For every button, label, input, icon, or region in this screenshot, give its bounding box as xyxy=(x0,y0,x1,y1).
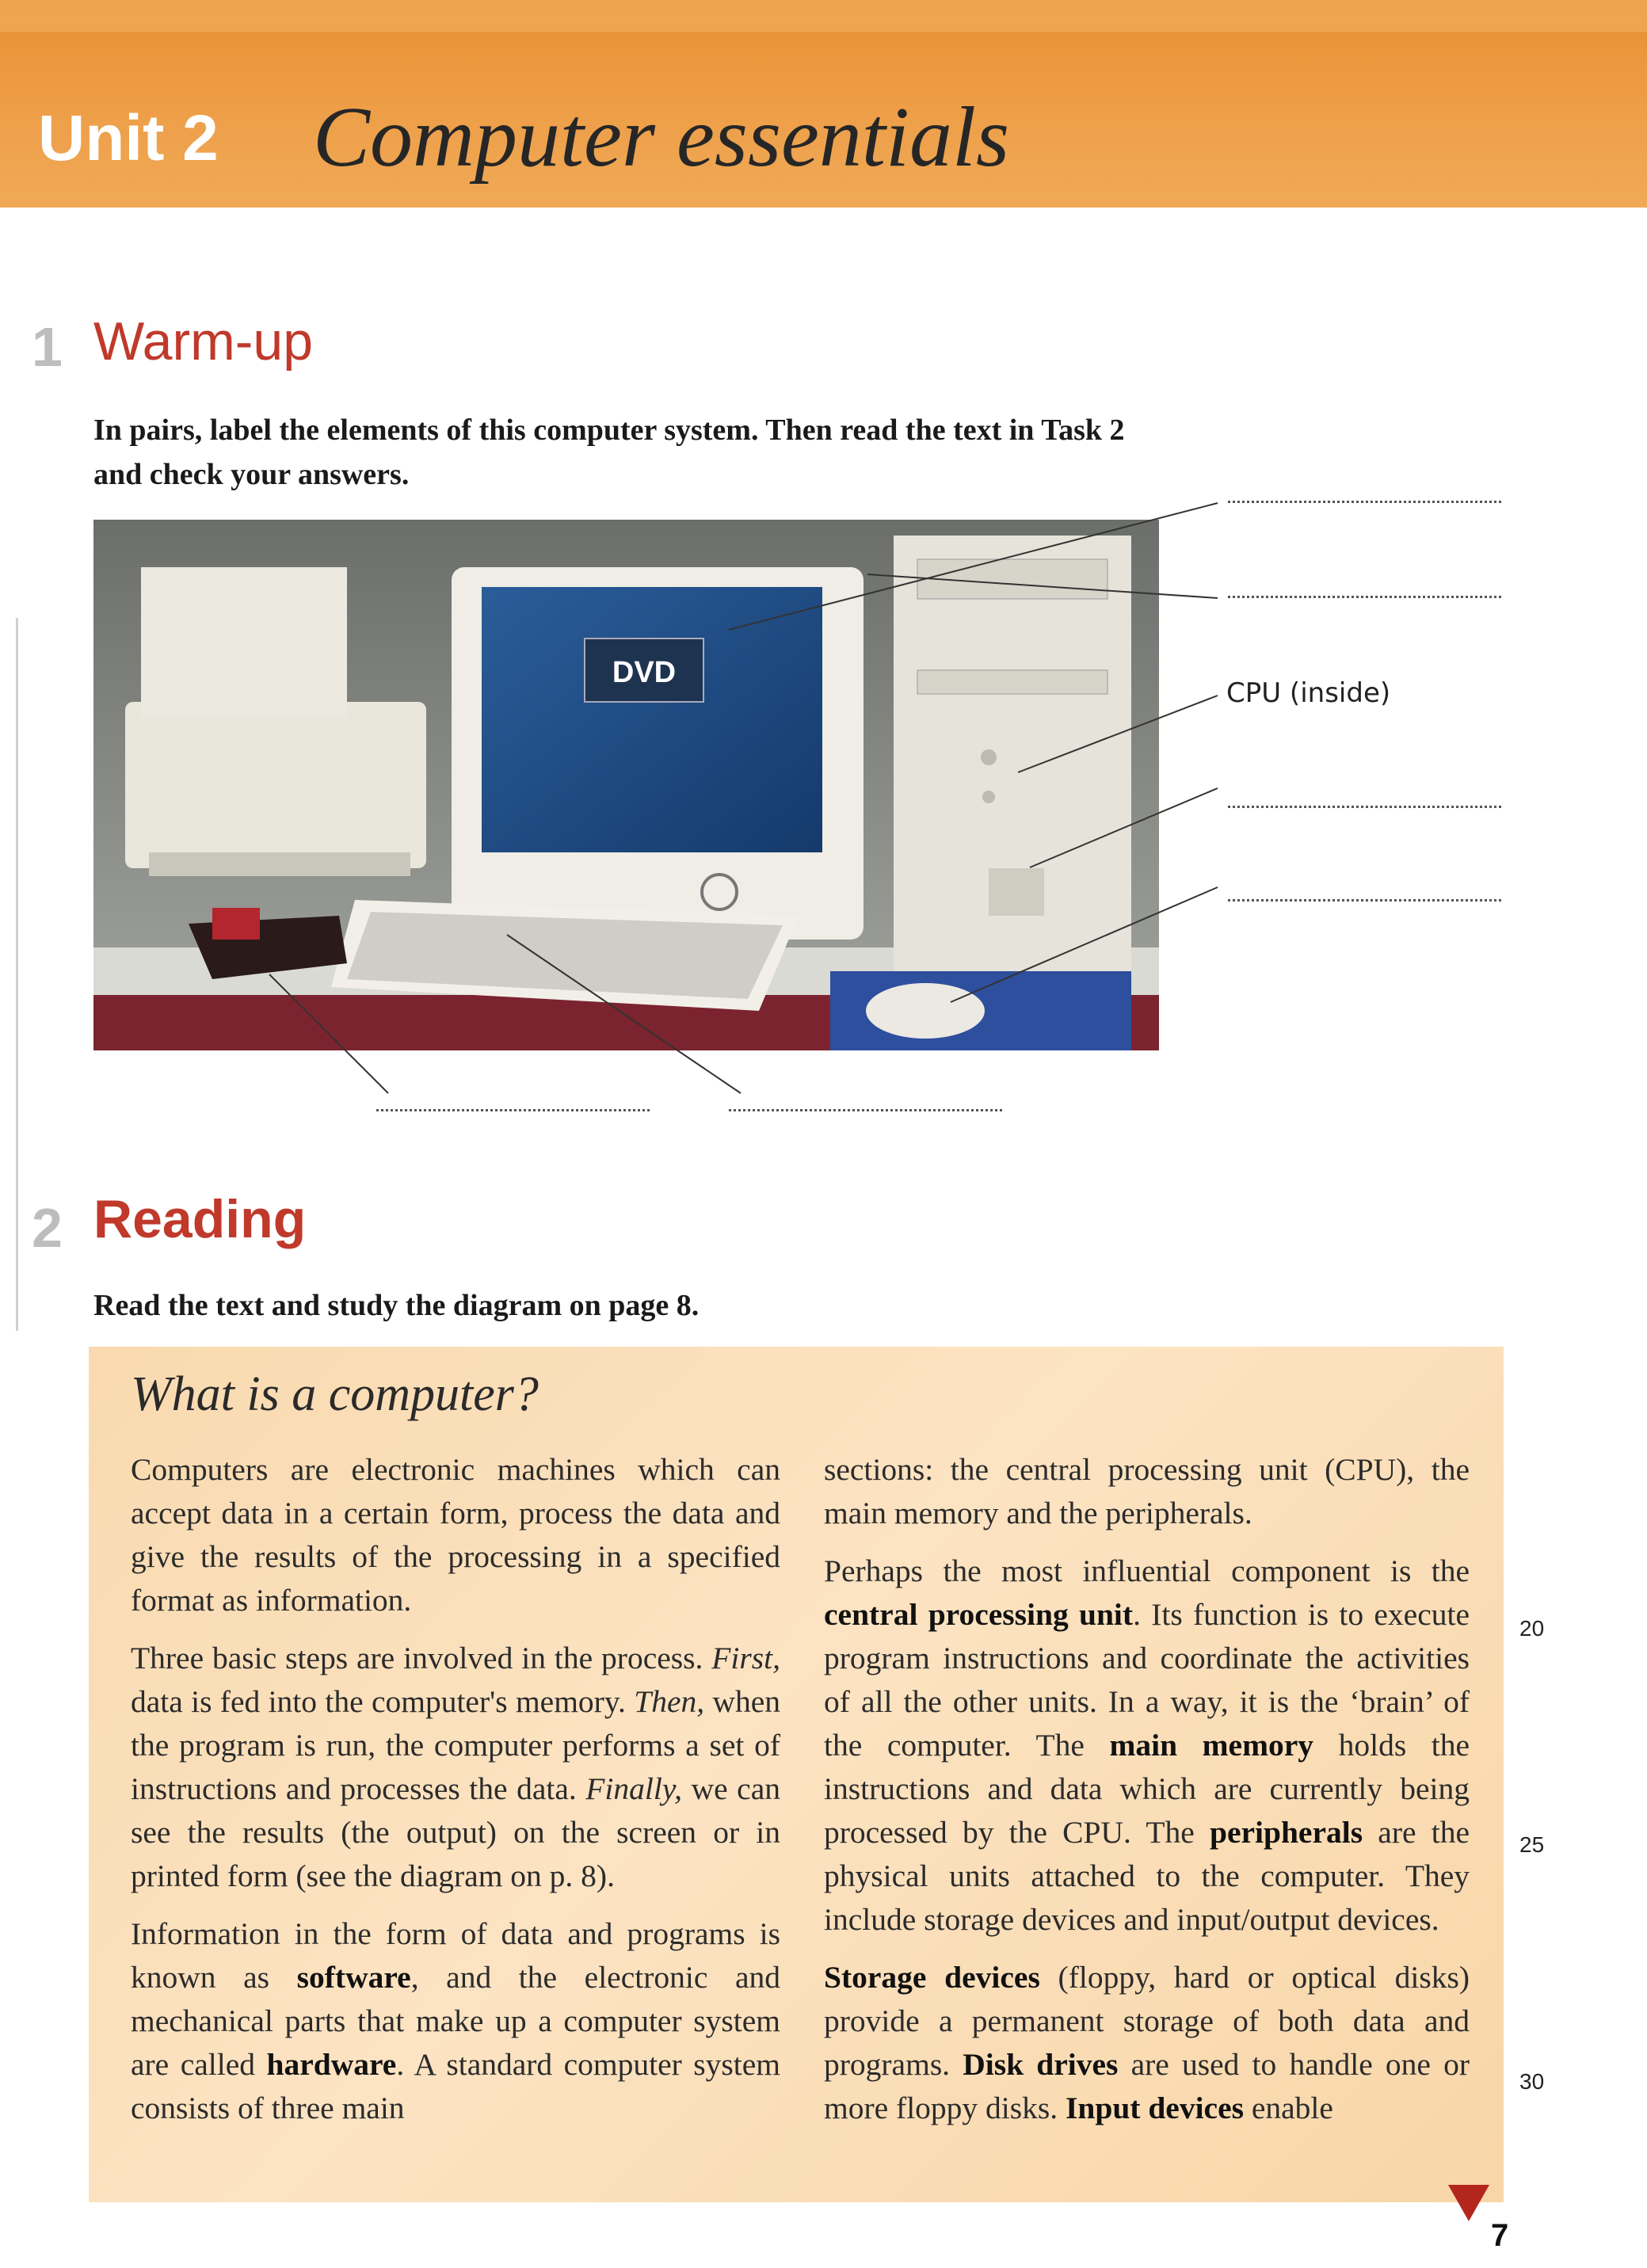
label-blank-2[interactable] xyxy=(1228,596,1501,598)
emphasis-term: Input devices xyxy=(1066,2091,1244,2125)
emphasis-term: Disk drives xyxy=(963,2047,1119,2082)
paragraph-text: (floppy, hard or optical disks) provide a permanent storage of both data and programs. xyxy=(824,1960,1470,2082)
emphasis-term: hardware xyxy=(266,2047,397,2082)
paragraph-text: Information in the form of data and programs is known as xyxy=(131,1916,780,1995)
paragraph-text: . A standard computer system consists of three main xyxy=(131,2047,781,2125)
article-column-2 xyxy=(824,1448,1470,2144)
page-number: 7 xyxy=(1491,2218,1509,2253)
article-paragraph xyxy=(131,1912,780,2130)
emphasis-term: main memory xyxy=(1109,1728,1314,1763)
svg-text:DVD: DVD xyxy=(612,656,677,689)
article-paragraph xyxy=(824,1549,1470,1942)
paragraph-text: Three basic steps are involved in the process. xyxy=(131,1641,712,1675)
unit-label: Unit 2 xyxy=(38,102,219,174)
article-paragraph: Computers are electronic machines which can accept data in a certain form, process the data and give the results of the processing in a specified format as information. xyxy=(131,1452,780,1618)
paragraph-text: . Its function is to execute program instructions and coordinate the activities of all the other units. In a way, it is the ‘brain’ of the computer. The xyxy=(824,1597,1470,1763)
line-number-20: 20 xyxy=(1519,1616,1545,1641)
warmup-instruction-line2: and check your answers. xyxy=(93,458,410,491)
label-blank-5[interactable] xyxy=(376,1109,650,1111)
emphasis-term: Storage devices xyxy=(824,1960,1040,1995)
article-title: What is a computer? xyxy=(131,1367,539,1421)
reading-number: 2 xyxy=(32,1197,63,1259)
emphasis-term: First, xyxy=(711,1641,780,1675)
unit-title: Computer essentials xyxy=(313,90,1009,185)
reading-instruction: Read the text and study the diagram on page 8. xyxy=(93,1289,700,1322)
label-blank-4[interactable] xyxy=(1228,899,1501,901)
emphasis-term: Finally, xyxy=(585,1771,683,1806)
paragraph-text: Perhaps the most influential component is the xyxy=(824,1553,1470,1588)
emphasis-term: Then, xyxy=(634,1684,705,1719)
paragraph-text: data is fed into the computer's memory. xyxy=(131,1684,635,1719)
paragraph-text: when the program is run, the computer performs a set of instructions and processes the data. xyxy=(131,1684,781,1806)
paragraph-text: are used to handle one or more floppy disks. xyxy=(824,2047,1470,2125)
emphasis-term: software xyxy=(296,1960,411,1995)
emphasis-term: peripherals xyxy=(1209,1815,1363,1850)
warmup-number: 1 xyxy=(32,316,63,378)
article-paragraph xyxy=(824,1956,1470,2130)
article-paragraph xyxy=(131,1637,780,1898)
label-blank-6[interactable] xyxy=(729,1109,1002,1111)
warmup-instruction-line1: In pairs, label the elements of this computer system. Then read the text in Task 2 xyxy=(93,414,1125,447)
label-blank-3[interactable] xyxy=(1228,806,1501,808)
reading-title: Reading xyxy=(93,1189,307,1249)
line-number-25: 25 xyxy=(1519,1832,1545,1857)
label-cpu: CPU (inside) xyxy=(1226,677,1391,709)
paragraph-text: , and the electronic and mechanical parts that make up a computer system are called xyxy=(131,1960,780,2082)
label-blank-1[interactable] xyxy=(1228,501,1501,503)
continue-arrow-icon xyxy=(1448,2185,1489,2221)
paragraph-text: enable xyxy=(1243,2091,1333,2125)
paragraph-text: holds the instructions and data which are currently being processed by the CPU. The xyxy=(824,1728,1470,1850)
article-paragraph: sections: the central processing unit (CPU), the main memory and the peripherals. xyxy=(824,1452,1470,1530)
warmup-title: Warm-up xyxy=(93,311,314,372)
line-number-30: 30 xyxy=(1519,2069,1545,2094)
paragraph-text: we can see the results (the output) on the screen or in printed form (see the diagram on p. 8). xyxy=(131,1771,780,1893)
paragraph-text: are the physical units attached to the computer. They include storage devices and input/output devices. xyxy=(824,1815,1470,1937)
article-column-1 xyxy=(131,1448,780,2144)
emphasis-term: central processing unit xyxy=(824,1597,1134,1632)
